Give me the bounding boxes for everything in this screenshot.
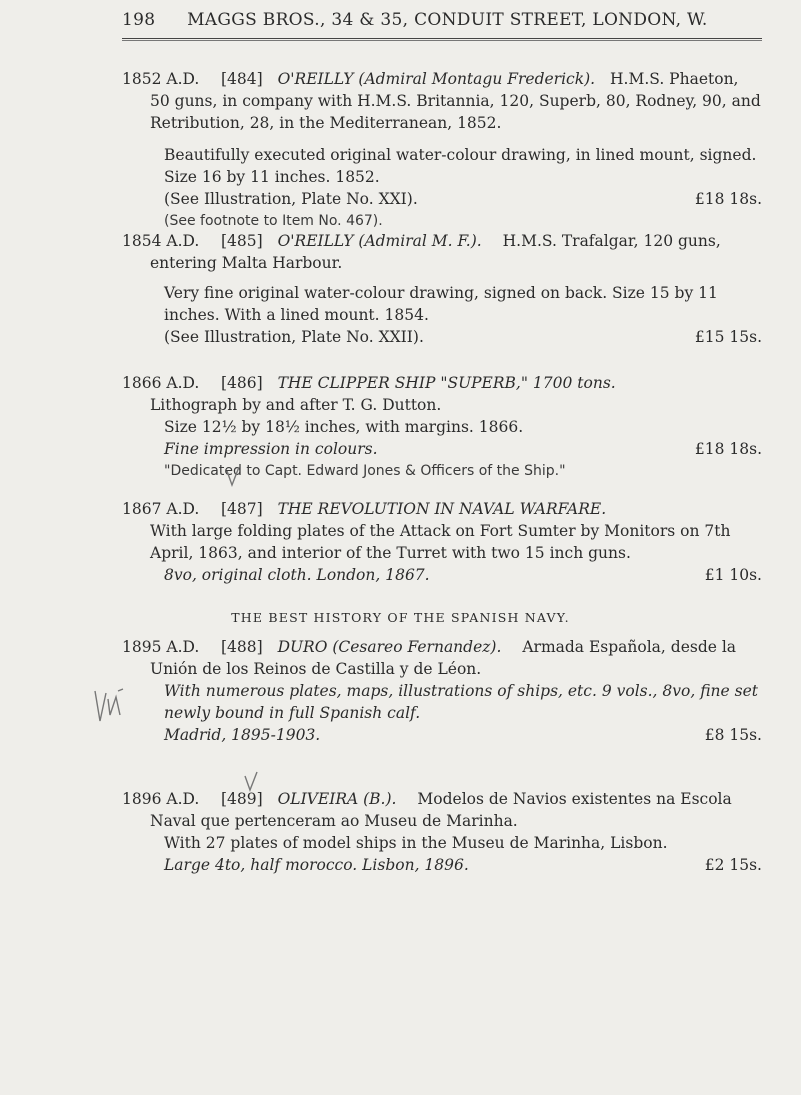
entry-title: H.M.S. Trafalgar, 120 guns, <box>502 232 721 250</box>
catalogue-entry-488 <box>122 636 762 746</box>
entry-author: O'REILLY (Admiral M. F.). <box>277 232 482 250</box>
section-heading: THE BEST HISTORY OF THE SPANISH NAVY. <box>231 610 570 625</box>
page-number: 198 <box>122 10 156 30</box>
entry-continuation: With large folding plates of the Attack on Fort Sumter by Monitors on 7th April, 1863, and interior of the Turret with two 15 inch guns. <box>150 522 731 562</box>
lot-number: [486] <box>220 374 263 392</box>
entry-description: Size 12½ by 18½ inches, with margins. 1866. <box>164 418 524 436</box>
plate-reference: (See Illustration, Plate No. XXII). <box>164 328 424 346</box>
entry-description: Very fine original water-colour drawing, signed on back. Size 15 by 11 inches. With a lined mount. 1854. <box>164 284 718 324</box>
catalogue-entry-489 <box>122 788 762 876</box>
entry-price: £18 18s. <box>694 440 762 458</box>
entry-title: H.M.S. Phaeton, <box>610 70 739 88</box>
entry-price: £1 10s. <box>704 566 762 584</box>
entry-date: 1867 A.D. <box>122 500 200 518</box>
entry-title: Armada Española, desde la <box>522 638 737 656</box>
entry-continuation: 50 guns, in company with H.M.S. Britannia, 120, Superb, 80, Rodney, 90, and Retribution, 28, in the Mediterranean, 1852. <box>150 92 761 132</box>
pencil-tick-icon <box>243 770 259 792</box>
entry-date: 1852 A.D. <box>122 70 200 88</box>
entry-note: "Dedicated to Capt. Edward Jones & Officers of the Ship." <box>164 463 566 479</box>
entry-price: £18 18s. <box>694 190 762 208</box>
entry-continuation: Lithograph by and after T. G. Dutton. <box>150 396 442 414</box>
entry-author: DURO (Cesareo Fernandez). <box>277 638 502 656</box>
lot-number: [487] <box>220 500 263 518</box>
entry-description: Beautifully executed original water-colour drawing, in lined mount, signed. Size 16 by 11 inches. 1852. <box>164 146 757 186</box>
entry-date: 1895 A.D. <box>122 638 200 656</box>
plate-reference: (See Illustration, Plate No. XXI). <box>164 190 418 208</box>
entry-description: With 27 plates of model ships in the Museu de Marinha, Lisbon. <box>164 834 668 852</box>
entry-continuation: Unión de los Reinos de Castilla y de Léon. <box>150 660 482 678</box>
catalogue-entry-487 <box>122 498 762 586</box>
entry-continuation: Naval que pertenceram ao Museu de Marinha. <box>150 812 518 830</box>
entry-footnote: (See footnote to Item No. 467). <box>164 213 383 229</box>
entry-description: With numerous plates, maps, illustrations of ships, etc. 9 vols., 8vo, fine set newly bound in full Spanish calf. <box>164 682 758 722</box>
page-header <box>122 10 742 30</box>
catalogue-entry-484 <box>122 68 762 232</box>
lot-number: [489] <box>220 790 263 808</box>
entry-price: £8 15s. <box>704 726 762 744</box>
catalogue-entry-486 <box>122 372 762 482</box>
entry-description: 8vo, original cloth. London, 1867. <box>164 566 430 584</box>
lot-number: [488] <box>220 638 263 656</box>
catalogue-entry-485 <box>122 230 762 348</box>
lot-number: [484] <box>220 70 263 88</box>
entry-condition: Fine impression in colours. <box>164 440 378 458</box>
running-title: MAGGS BROS., 34 & 35, CONDUIT STREET, LONDON, W. <box>187 10 708 30</box>
pencil-mark-icon <box>92 685 126 727</box>
entry-imprint: Madrid, 1895-1903. <box>164 726 321 744</box>
entry-date: 1866 A.D. <box>122 374 200 392</box>
entry-date: 1854 A.D. <box>122 232 200 250</box>
entry-date: 1896 A.D. <box>122 790 200 808</box>
header-rule <box>122 38 762 41</box>
pencil-tick-icon <box>225 465 241 487</box>
entry-price: £2 15s. <box>704 856 762 874</box>
entry-author: O'REILLY (Admiral Montagu Frederick). <box>277 70 596 88</box>
entry-title: THE CLIPPER SHIP "SUPERB," 1700 tons. <box>277 374 616 392</box>
entry-price: £15 15s. <box>694 328 762 346</box>
entry-title: Modelos de Navios existentes na Escola <box>417 790 732 808</box>
entry-imprint: Large 4to, half morocco. Lisbon, 1896. <box>164 856 469 874</box>
entry-title: THE REVOLUTION IN NAVAL WARFARE. <box>277 500 607 518</box>
entry-author: OLIVEIRA (B.). <box>277 790 397 808</box>
lot-number: [485] <box>220 232 263 250</box>
entry-continuation: entering Malta Harbour. <box>150 254 343 272</box>
